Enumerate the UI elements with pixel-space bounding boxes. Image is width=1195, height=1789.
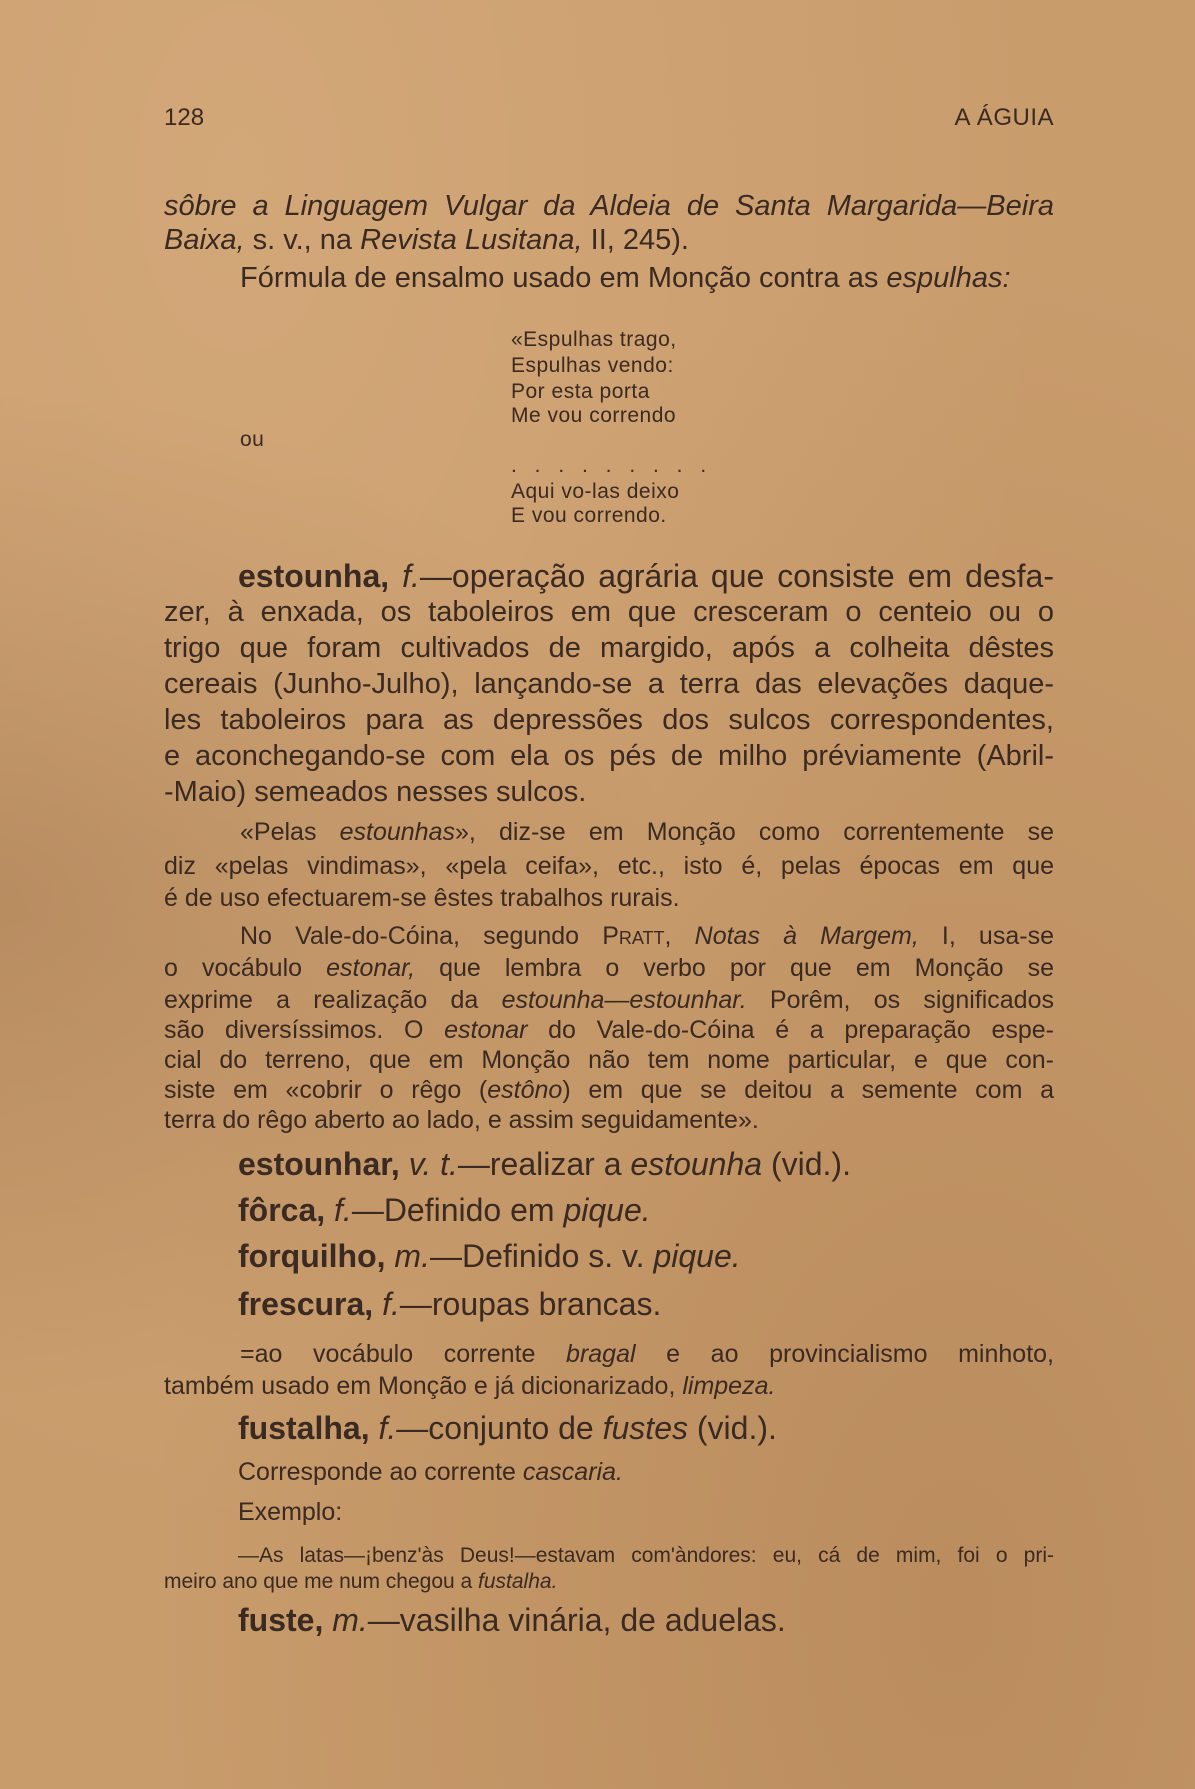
estounha-line-7: -Maio) semeados nesses sulcos. [164,776,587,808]
headword: forquilho, [238,1238,386,1274]
entry-fuste: fuste, m.—vasilha vinária, de aduelas. [238,1602,786,1638]
intro-line-1: sôbre a Linguagem Vulgar da Aldeia de Santa Margarida—Beira [164,190,1054,222]
frescura-note-1: =ao vocábulo corrente bragal e ao provincialismo minhoto, [240,1340,1054,1368]
vale-line-5: cial do terreno, que em Monção não tem nome particular, e que con- [164,1046,1054,1074]
vale-line-7: terra do rêgo aberto ao lado, e assim seguidamente». [164,1106,759,1134]
vale-line-4: são diversíssimos. O estonar do Vale-do-Cóina é a preparação espe- [164,1016,1055,1044]
verse-line-3: Por esta porta [511,380,650,403]
verse-line-5: Aqui vo-las deixo [511,480,680,503]
entry-forca: fôrca, f.—Definido em pique. [238,1192,651,1228]
intro-line-3: Fórmula de ensalmo usado em Monção contra as espulhas: [240,262,1011,294]
headword: estounha, [238,558,390,594]
frescura-note-2: também usado em Monção e já dicionarizado, limpeza. [164,1372,776,1400]
fustalha-note-1: Corresponde ao corrente cascaria. [238,1458,623,1486]
estounha-line-6: e aconchegando-se com ela os pés de milho préviamente (Abril- [164,740,1054,772]
headword: fôrca, [238,1192,326,1228]
verse-ou: ou [240,428,265,451]
pelas-line-2: diz «pelas vindimas», «pela ceifa», etc., isto é, pelas épocas em que [164,852,1054,880]
verse-line-2: Espulhas vendo: [511,354,674,377]
running-title: A ÁGUIA [954,104,1054,131]
fustalha-example-2: meiro ano que me num chegou a fustalha. [164,1570,558,1593]
estounha-line-3: trigo que foram cultivados de margido, após a colheita dêstes [164,632,1054,664]
vale-line-6: siste em «cobrir o rêgo (estôno) em que se deitou a semente com a [164,1076,1054,1104]
headword: frescura, [238,1286,374,1322]
intro-line-2: Baixa, s. v., na Revista Lusitana, II, 245). [164,224,689,256]
verse-line-4: Me vou correndo [511,404,677,427]
headword: estounhar, [238,1146,400,1182]
estounha-line-4: cereais (Junho-Julho), lançando-se a terra das elevações daque- [164,668,1054,700]
pelas-line-1: «Pelas estounhas», diz-se em Monção como correntemente se [240,818,1054,846]
entry-forquilho: forquilho, m.—Definido s. v. pique. [238,1238,741,1274]
entry-estounha: estounha, f.—operação agrária que consiste em desfa- [238,558,1055,594]
vale-line-2: o vocábulo estonar, que lembra o verbo por que em Monção se [164,954,1055,982]
vale-line-3: exprime a realização da estounha—estounhar. Porêm, os significados [164,986,1054,1014]
estounha-line-5: les taboleiros para as depressões dos sulcos correspondentes, [164,704,1054,736]
page-number: 128 [164,104,205,131]
headword: fuste, [238,1602,324,1638]
vale-line-1: No Vale-do-Cóina, segundo Pratt, Notas à Margem, I, usa-se [240,922,1054,950]
verse-line-6: E vou correndo. [511,504,667,527]
verse-line-1: «Espulhas trago, [511,328,677,351]
fustalha-example-1: —As latas—¡benz'às Deus!—estavam com'àndores: eu, cá de mim, foi o pri- [238,1544,1054,1567]
pelas-line-3: é de uso efectuarem-se êstes trabalhos rurais. [164,884,680,912]
headword: fustalha, [238,1410,370,1446]
estounha-line-2: zer, à enxada, os taboleiros em que cresceram o centeio ou o [164,596,1054,628]
entry-frescura: frescura, f.—roupas brancas. [238,1286,662,1322]
verse-ellipsis: . . . . . . . . . [511,454,713,477]
entry-estounhar: estounhar, v. t.—realizar a estounha (vid.). [238,1146,851,1182]
entry-fustalha: fustalha, f.—conjunto de fustes (vid.). [238,1410,777,1446]
fustalha-note-2: Exemplo: [238,1498,343,1526]
